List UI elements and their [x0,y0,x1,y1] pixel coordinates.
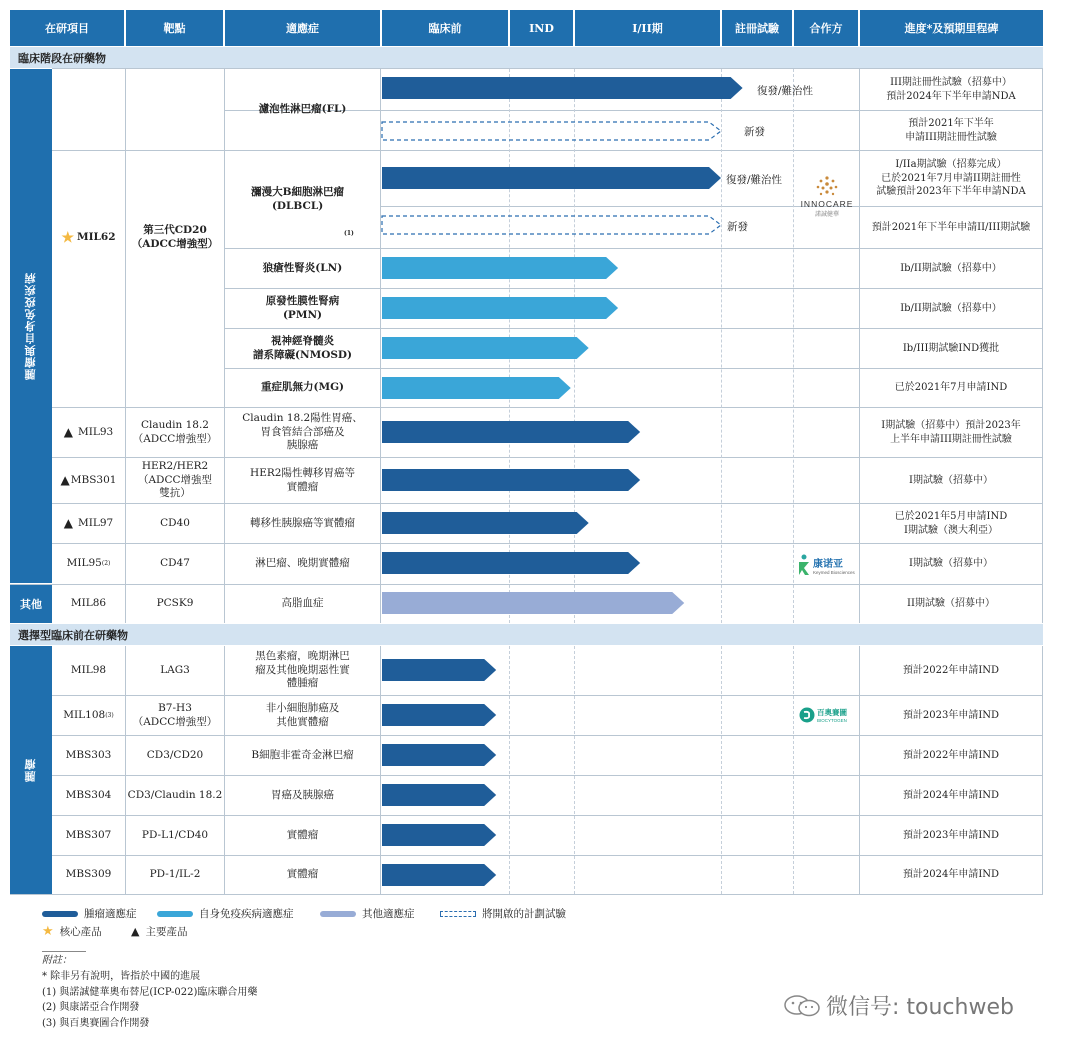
progress-bar-tumor [382,167,721,189]
target-mbs301: HER2/HER2 （ADCC增強型 雙抗） [137,460,213,500]
progress-bar-tumor [382,784,496,806]
progress-bar-planned [382,122,721,140]
indication-mbs303: B細胞非霍奇金淋巴瘤 [251,748,354,761]
progress-bar-tumor [382,77,743,99]
indication-mbs304: 胃癌及胰腺癌 [271,788,334,801]
milestone-cell: 預計2023年申請IND [902,829,1000,841]
stage-divider [721,646,722,894]
progress-bar-planned [382,216,721,234]
indication-pmn: 原發性膜性腎病 (PMN) [265,294,340,321]
bar-note: 新發 [744,125,765,138]
footnote-rule [42,951,86,952]
project-mil108: MIL108 (3) [63,708,114,721]
indication-mbs301: HER2陽性轉移胃癌等 實體瘤 [250,466,355,493]
progress-bar-tumor [382,552,640,574]
triangle-icon: ▲ [63,515,73,530]
project-mbs303: MBS303 [65,748,112,761]
progress-bar-tumor [382,659,496,681]
target-mil86: PCSK9 [156,597,194,610]
header-target: 靶點 [126,10,223,46]
progress-bar-tumor [382,512,589,534]
legend-autoimmune: 自身免疫疾病適應症 [157,906,294,921]
milestone-cell: I期試驗（招募中） [909,474,993,486]
target-mbs304: CD3/Claudin 18.2 [127,788,223,801]
side-label-autoimmune: 腫瘤與自身免疫疾病 [10,69,52,583]
milestone-cell: Ib/II期試驗（招募中） [900,262,1002,274]
header-phase-1-2: I/II期 [575,10,720,46]
footnote-lines: * 除非另有說明，皆指於中國的進展 (1) 與諾誠健華奧布替尼(ICP-022)臨床聯合用藥 (2) 與康諾亞合作開發 (3) 與百奧賽圖合作開發 [42,971,258,1029]
legend-swatch [320,911,356,917]
target-mil98: LAG3 [160,663,190,676]
section-clinical-title: 臨床階段在研藥物 [10,47,1043,68]
header-ind: IND [510,10,573,46]
progress-bar-tumor [382,864,496,886]
milestone-cell: Ib/II期試驗（招募中） [900,302,1002,314]
progress-bar-tumor [382,469,640,491]
progress-bar-tumor [382,704,496,726]
legend-other: 其他適應症 [320,906,415,921]
indication-mil95: 淋巴瘤、晚期實體瘤 [255,557,350,570]
header-preclinical: 臨床前 [382,10,508,46]
stage-divider [721,69,722,623]
progress-bar-autoimmune [382,337,589,359]
triangle-icon: ▲ [131,925,140,938]
partner-kangnuoya: 康诺亚 Keymed Biosciences [797,553,857,577]
indication-mbs307: 實體瘤 [286,828,319,841]
legend-swatch [440,911,476,917]
footnote-title: 附註： [42,955,72,966]
target-mbs307: PD-L1/CD40 [141,828,209,841]
progress-bar-other [382,592,684,614]
target-mil108: B7-H3 （ADCC增強型） [132,701,218,728]
grid-line [1042,646,1043,894]
indication-ln: 狼瘡性腎炎(LN) [262,261,343,274]
legend-planned: 將開啟的計劃試驗 [440,906,566,921]
star-icon: ★ [61,229,75,246]
target-mbs309: PD-1/IL-2 [149,868,201,881]
header-project: 在研項目 [10,10,124,46]
header-milestone: 進度*及預期里程碑 [860,10,1043,46]
indication-nmosd: 視神經脊髓炎 譜系障礙(NMOSD) [253,334,352,361]
side-label-other: 其他 [10,585,52,623]
milestone-cell: I/IIa期試驗（招募完成） 已於2021年7月申請II期註冊性 試驗預計2023年下半年申請NDA [876,159,1026,198]
star-icon: ★ [42,924,54,939]
project-mil95: MIL95 (2) [66,557,111,570]
stage-divider [509,646,510,894]
milestone-cell: 已於2021年5月申請IND I期試驗（澳大利亞） [894,511,1008,536]
milestone-cell: III期註冊性試驗（招募中） 預計2024年下半年申請NDA [886,77,1016,102]
progress-bar-tumor [382,824,496,846]
bar-note: 復發/難治性 [726,173,783,186]
indication-dlbcl: 瀰漫大B細胞淋巴瘤 (DLBCL) (1) [251,185,354,238]
target-mil97: CD40 [160,516,190,529]
indication-mil93: Claudin 18.2陽性胃癌、 胃食管結合部癌及 胰腺癌 [242,412,363,452]
triangle-icon: ▲ [63,424,73,439]
grid-line [380,646,381,894]
progress-bar-autoimmune [382,257,618,279]
biocytogen-logo-icon [799,707,815,723]
progress-bar-tumor [382,421,640,443]
legend-core: ★ 核心產品 [42,924,102,939]
bar-note: 復發/難治性 [757,84,814,97]
milestone-cell: 預計2024年申請IND [902,869,1000,881]
milestone-cell: 預計2024年申請IND [902,789,1000,801]
milestone-cell: 已於2021年7月申請IND [894,382,1008,394]
progress-bar-autoimmune [382,297,618,319]
indication-mil98: 黑色素瘤，晚期淋巴 瘤及其他晚期惡性實 體腫瘤 [255,650,350,690]
watermark: 微信号: touchweb [782,990,1014,1021]
milestone-cell: I期試驗（招募中） [909,558,993,570]
milestone-cell: 預計2022年申請IND [902,664,1000,676]
project-mil97: ▲ MIL97 [63,515,114,530]
milestone-cell: 預計2021年下半年申請II/III期試驗 [871,221,1031,233]
stage-divider [574,646,575,894]
side-label-oncology: 腫瘤 [10,646,52,894]
project-mbs304: MBS304 [65,788,112,801]
legend-tumor: 腫瘤適應症 [42,906,137,921]
partner-biocytogen: 百奧賽圖 BIOCYTOGEN [799,706,855,724]
grid-line [380,69,381,623]
project-mbs309: MBS309 [65,868,112,881]
keymed-logo-icon [797,554,811,576]
header-partner: 合作方 [794,10,858,46]
section-preclinical-title: 選擇型臨床前在研藥物 [10,624,1043,645]
indication-mbs309: 實體瘤 [286,868,319,881]
header-registration: 註冊試驗 [722,10,792,46]
project-mbs301: ▲ MBS301 [60,472,117,487]
stage-divider [574,69,575,623]
milestone-cell: 預計2022年申請IND [902,749,1000,761]
milestone-cell: 預計2023年申請IND [902,709,1000,721]
indication-mil108: 非小細胞肺癌及 其他實體瘤 [265,701,340,728]
project-mil86: MIL86 [70,597,107,610]
stage-divider [509,69,510,623]
project-mil62: ★ MIL62 [61,229,116,246]
partner-innocare: INNOCARE 諾誠健華 [796,175,858,225]
indication-mil97: 轉移性胰腺癌等實體瘤 [250,516,355,529]
triangle-icon: ▲ [60,472,70,487]
indication-fl: 濾泡性淋巴瘤(FL) [258,102,347,115]
project-mil98: MIL98 [70,663,107,676]
project-mbs307: MBS307 [65,828,112,841]
project-mil93: ▲ MIL93 [63,424,114,439]
innocare-logo-icon [814,175,840,199]
target-mbs303: CD3/CD20 [146,748,204,761]
stage-divider [793,69,794,623]
progress-bar-tumor [382,744,496,766]
legend-main: ▲ 主要產品 [131,925,188,938]
indication-mil86: 高脂血症 [281,597,324,610]
grid-line [1042,69,1043,623]
legend-swatch [42,911,78,917]
progress-bar-autoimmune [382,377,571,399]
bar-note: 新發 [727,220,748,233]
indication-mg: 重症肌無力(MG) [260,381,345,394]
milestone-cell: I期試驗（招募中）預計2023年 上半年申請III期註冊性試驗 [881,420,1021,445]
wechat-icon [782,994,822,1018]
header-indication: 適應症 [225,10,380,46]
milestone-cell: 預計2021年下半年 申請III期註冊性試驗 [905,118,997,143]
target-mil95: CD47 [160,557,190,570]
target-mil93: Claudin 18.2 （ADCC增強型） [132,418,218,445]
target-mil62: 第三代CD20 （ADCC增強型） [131,224,219,250]
grid-line [10,894,1043,895]
milestone-cell: II期試驗（招募中） [907,598,995,610]
milestone-cell: Ib/III期試驗IND獲批 [902,342,1000,354]
stage-divider [793,646,794,894]
legend-swatch [157,911,193,917]
